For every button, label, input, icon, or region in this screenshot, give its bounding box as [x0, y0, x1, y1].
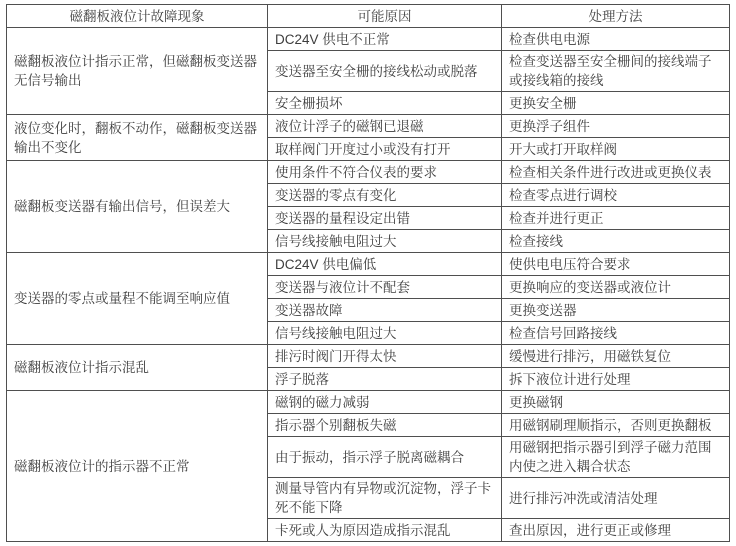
cause-cell: DC24V 供电偏低	[268, 253, 502, 276]
solution-cell: 开大或打开取样阀	[502, 138, 730, 161]
header-phenomenon: 磁翻板液位计故障现象	[7, 5, 268, 28]
cause-cell: 由于振动，指示浮子脱离磁耦合	[268, 437, 502, 478]
phenomenon-cell: 磁翻板液位计指示混乱	[7, 345, 268, 391]
cause-cell: 变送器至安全栅的接线松动或脱落	[268, 51, 502, 92]
cause-cell: 变送器的量程设定出错	[268, 207, 502, 230]
solution-cell: 检查接线	[502, 230, 730, 253]
cause-cell: 信号线接触电阻过大	[268, 230, 502, 253]
solution-cell: 更换浮子组件	[502, 115, 730, 138]
cause-cell: 卡死或人为原因造成指示混乱	[268, 519, 502, 542]
cause-cell: 变送器故障	[268, 299, 502, 322]
phenomenon-cell: 磁翻板液位计指示正常，但磁翻板变送器无信号输出	[7, 28, 268, 115]
table-row	[7, 161, 730, 184]
phenomenon-cell: 磁翻板变送器有输出信号，但误差大	[7, 161, 268, 253]
cause-cell: 变送器的零点有变化	[268, 184, 502, 207]
cause-cell: 浮子脱落	[268, 368, 502, 391]
solution-cell: 拆下液位计进行处理	[502, 368, 730, 391]
cause-cell: 变送器与液位计不配套	[268, 276, 502, 299]
solution-cell: 检查并进行更正	[502, 207, 730, 230]
solution-cell: 检查零点进行调校	[502, 184, 730, 207]
header-cause: 可能原因	[268, 5, 502, 28]
cause-cell: 安全栅损坏	[268, 92, 502, 115]
phenomenon-cell: 变送器的零点或量程不能调至响应值	[7, 253, 268, 345]
solution-cell: 检查相关条件进行改进或更换仪表	[502, 161, 730, 184]
table-row	[7, 253, 730, 276]
cause-cell: 使用条件不符合仪表的要求	[268, 161, 502, 184]
phenomenon-cell: 磁翻板液位计的指示器不正常	[7, 391, 268, 542]
table-row	[7, 115, 730, 138]
solution-cell: 使供电电压符合要求	[502, 253, 730, 276]
table-row	[7, 345, 730, 368]
solution-cell: 检查变送器至安全栅间的接线端子或接线箱的接线	[502, 51, 730, 92]
solution-cell: 用磁钢刷理顺指示，否则更换翻板	[502, 414, 730, 437]
solution-cell: 检查信号回路接线	[502, 322, 730, 345]
cause-cell: 取样阀门开度过小或没有打开	[268, 138, 502, 161]
solution-cell: 更换变送器	[502, 299, 730, 322]
table-row	[7, 391, 730, 414]
header-row	[7, 5, 730, 28]
phenomenon-cell: 液位变化时，翻板不动作，磁翻板变送器输出不变化	[7, 115, 268, 161]
solution-cell: 更换磁钢	[502, 391, 730, 414]
solution-cell: 更换响应的变送器或液位计	[502, 276, 730, 299]
cause-cell: 液位计浮子的磁钢已退磁	[268, 115, 502, 138]
fault-table	[6, 4, 730, 542]
solution-cell: 更换安全栅	[502, 92, 730, 115]
solution-cell: 缓慢进行排污，用磁铁复位	[502, 345, 730, 368]
cause-cell: DC24V 供电不正常	[268, 28, 502, 51]
cause-cell: 测量导管内有异物或沉淀物，浮子卡死不能下降	[268, 478, 502, 519]
solution-cell: 进行排污冲洗或清洁处理	[502, 478, 730, 519]
header-solution: 处理方法	[502, 5, 730, 28]
solution-cell: 检查供电电源	[502, 28, 730, 51]
solution-cell: 查出原因，进行更正或修理	[502, 519, 730, 542]
cause-cell: 信号线接触电阻过大	[268, 322, 502, 345]
cause-cell: 排污时阀门开得太快	[268, 345, 502, 368]
cause-cell: 指示器个别翻板失磁	[268, 414, 502, 437]
solution-cell: 用磁钢把指示器引到浮子磁力范围内使之进入耦合状态	[502, 437, 730, 478]
table-row	[7, 28, 730, 51]
cause-cell: 磁钢的磁力减弱	[268, 391, 502, 414]
